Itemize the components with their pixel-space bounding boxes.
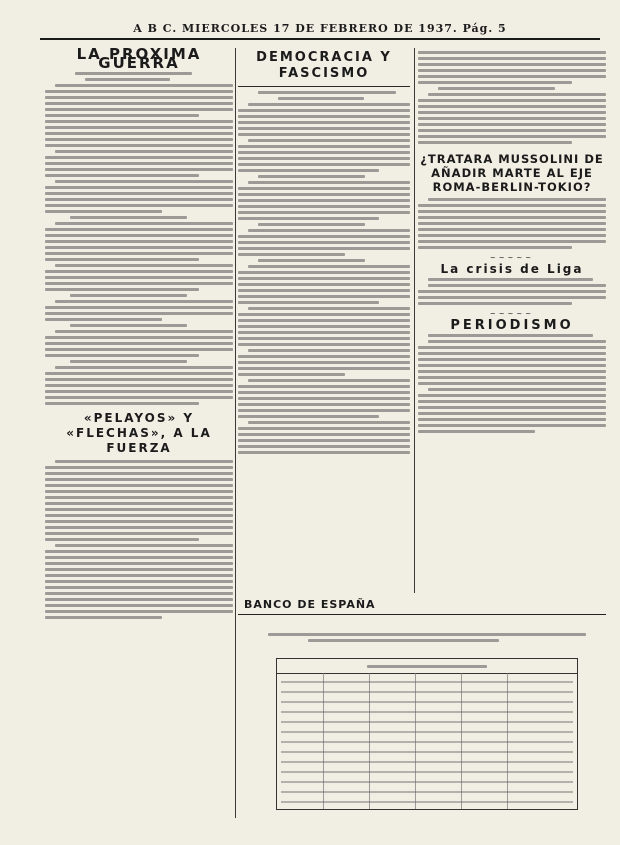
column-middle: [238, 48, 410, 588]
page-header: A B C. MIERCOLES 17 DE FEBRERO DE 1937. Pág. 5: [40, 22, 600, 40]
headline-democracia-fascismo: DEMOCRACIA Y FASCISMO: [256, 50, 392, 81]
article-body: [238, 91, 410, 454]
article-body: [45, 72, 233, 405]
headline-pelayos-flechas: «PELAYOS» Y «FLECHAS», A LA FUERZA: [66, 411, 212, 455]
article-body: [418, 334, 606, 433]
column-rule: [414, 48, 415, 593]
article-body: [418, 198, 606, 249]
bank-caption: [268, 630, 586, 648]
ornament: ~~~~~: [489, 310, 535, 318]
bank-balance-table: [276, 658, 578, 810]
table-header: [277, 659, 577, 674]
ornament: ~~~~~: [489, 254, 535, 262]
column-rule: [235, 48, 236, 818]
headline-periodismo: PERIODISMO: [450, 318, 574, 333]
column-right: [418, 48, 606, 588]
article-body: [45, 460, 233, 619]
headline-crisis-liga: La crisis de Liga: [440, 262, 584, 276]
article-body: [418, 278, 606, 305]
article-body: [418, 51, 606, 144]
bank-title: BANCO DE ESPAÑA: [244, 598, 376, 611]
column-left: [45, 48, 233, 816]
headline-proxima-guerra: LA PROXIMA GUERRA: [76, 48, 202, 72]
bank-section: [238, 598, 606, 816]
headline-tratara-mussolini: ¿TRATARA MUSSOLINI DE AÑADIR MARTE AL EJE ROMA-BERLIN-TOKIO?: [420, 152, 604, 194]
